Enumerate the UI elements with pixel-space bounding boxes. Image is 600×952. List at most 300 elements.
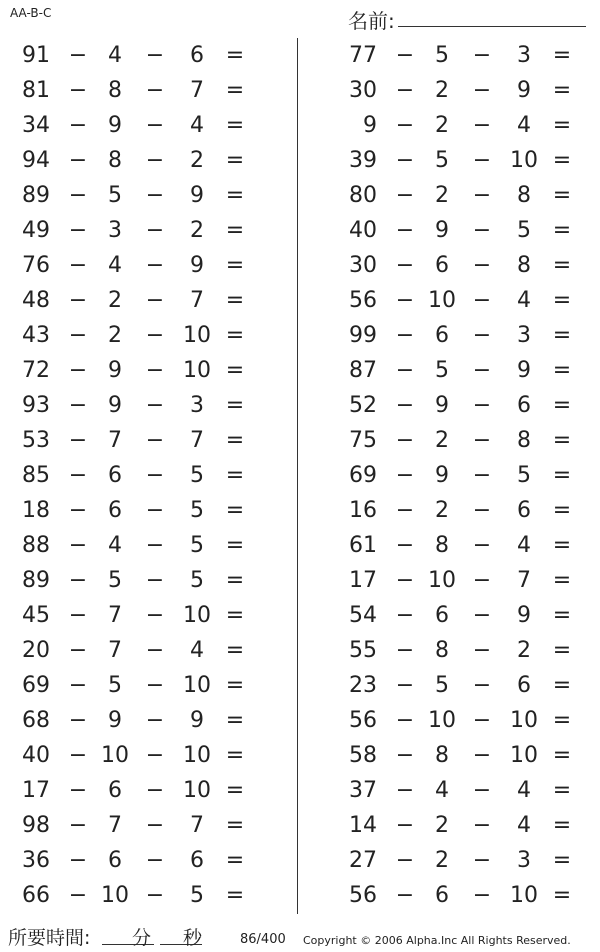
problem-row xyxy=(10,423,270,458)
equals-sign: = xyxy=(225,428,245,453)
minus-sign: − xyxy=(68,323,88,348)
operand-c: 10 xyxy=(510,148,538,173)
problem-row xyxy=(337,598,597,633)
operand-a: 53 xyxy=(22,428,50,453)
minus-sign: − xyxy=(395,393,415,418)
operand-b: 6 xyxy=(435,323,449,348)
minus-sign: − xyxy=(472,358,492,383)
equals-sign: = xyxy=(225,568,245,593)
minus-sign: − xyxy=(145,673,165,698)
equals-sign: = xyxy=(225,253,245,278)
minus-sign: − xyxy=(145,393,165,418)
problem-row xyxy=(10,388,270,423)
operand-c: 4 xyxy=(190,113,204,138)
operand-b: 10 xyxy=(428,568,456,593)
operand-b: 4 xyxy=(435,778,449,803)
operand-c: 8 xyxy=(517,253,531,278)
operand-a: 94 xyxy=(22,148,50,173)
operand-c: 9 xyxy=(190,183,204,208)
operand-a: 34 xyxy=(22,113,50,138)
operand-c: 10 xyxy=(183,603,211,628)
minus-sign: − xyxy=(395,638,415,663)
operand-b: 2 xyxy=(108,288,122,313)
operand-c: 8 xyxy=(517,428,531,453)
operand-c: 7 xyxy=(190,78,204,103)
problem-row xyxy=(337,493,597,528)
minus-sign: − xyxy=(145,183,165,208)
name-field[interactable] xyxy=(398,26,586,27)
problem-row xyxy=(337,808,597,843)
minus-sign: − xyxy=(395,498,415,523)
minus-sign: − xyxy=(395,253,415,278)
minus-sign: − xyxy=(472,568,492,593)
operand-b: 6 xyxy=(435,253,449,278)
minus-sign: − xyxy=(68,288,88,313)
minus-sign: − xyxy=(145,428,165,453)
operand-c: 9 xyxy=(190,708,204,733)
minus-sign: − xyxy=(472,113,492,138)
equals-sign: = xyxy=(225,113,245,138)
minus-sign: − xyxy=(145,148,165,173)
operand-c: 2 xyxy=(517,638,531,663)
minus-sign: − xyxy=(68,358,88,383)
equals-sign: = xyxy=(552,78,572,103)
operand-b: 2 xyxy=(435,848,449,873)
worksheet-code: AA-B-C xyxy=(10,6,52,20)
minus-sign: − xyxy=(395,813,415,838)
operand-c: 5 xyxy=(190,498,204,523)
minus-sign: − xyxy=(68,743,88,768)
operand-c: 5 xyxy=(517,463,531,488)
equals-sign: = xyxy=(225,323,245,348)
column-divider xyxy=(297,38,298,914)
equals-sign: = xyxy=(225,638,245,663)
minus-sign: − xyxy=(145,43,165,68)
equals-sign: = xyxy=(225,463,245,488)
operand-b: 3 xyxy=(108,218,122,243)
operand-c: 4 xyxy=(517,288,531,313)
problem-row xyxy=(10,738,270,773)
minus-sign: − xyxy=(68,848,88,873)
operand-c: 4 xyxy=(517,813,531,838)
equals-sign: = xyxy=(552,778,572,803)
minus-sign: − xyxy=(68,673,88,698)
operand-c: 7 xyxy=(190,813,204,838)
problem-row xyxy=(337,458,597,493)
operand-c: 7 xyxy=(517,568,531,593)
problem-row xyxy=(10,318,270,353)
operand-b: 2 xyxy=(435,113,449,138)
problem-row xyxy=(337,388,597,423)
operand-a: 45 xyxy=(22,603,50,628)
operand-c: 4 xyxy=(517,778,531,803)
operand-a: 23 xyxy=(349,673,377,698)
minus-sign: − xyxy=(472,708,492,733)
minus-sign: − xyxy=(145,708,165,733)
operand-b: 9 xyxy=(108,113,122,138)
minus-sign: − xyxy=(68,43,88,68)
minus-sign: − xyxy=(472,148,492,173)
equals-sign: = xyxy=(552,428,572,453)
equals-sign: = xyxy=(552,358,572,383)
operand-c: 5 xyxy=(190,533,204,558)
problem-row xyxy=(10,143,270,178)
problem-row xyxy=(10,353,270,388)
problem-row xyxy=(337,108,597,143)
operand-a: 72 xyxy=(22,358,50,383)
equals-sign: = xyxy=(225,498,245,523)
problem-row xyxy=(10,808,270,843)
minus-sign: − xyxy=(68,218,88,243)
equals-sign: = xyxy=(225,813,245,838)
minus-sign: − xyxy=(68,393,88,418)
minus-sign: − xyxy=(68,603,88,628)
operand-a: 80 xyxy=(349,183,377,208)
operand-a: 56 xyxy=(349,708,377,733)
operand-b: 10 xyxy=(101,743,129,768)
equals-sign: = xyxy=(552,113,572,138)
equals-sign: = xyxy=(552,393,572,418)
operand-c: 5 xyxy=(190,883,204,908)
operand-b: 2 xyxy=(435,428,449,453)
operand-a: 48 xyxy=(22,288,50,313)
equals-sign: = xyxy=(225,288,245,313)
minus-sign: − xyxy=(395,778,415,803)
equals-sign: = xyxy=(552,498,572,523)
operand-c: 7 xyxy=(190,428,204,453)
minus-sign: − xyxy=(145,813,165,838)
equals-sign: = xyxy=(552,43,572,68)
operand-b: 5 xyxy=(435,148,449,173)
operand-a: 85 xyxy=(22,463,50,488)
minus-sign: − xyxy=(145,78,165,103)
minus-sign: − xyxy=(472,393,492,418)
operand-c: 9 xyxy=(517,358,531,383)
problem-row xyxy=(337,248,597,283)
operand-a: 16 xyxy=(349,498,377,523)
minus-sign: − xyxy=(472,323,492,348)
problem-row xyxy=(337,528,597,563)
minus-sign: − xyxy=(472,218,492,243)
operand-a: 81 xyxy=(22,78,50,103)
operand-c: 10 xyxy=(183,743,211,768)
problem-row xyxy=(10,248,270,283)
operand-a: 17 xyxy=(349,568,377,593)
problem-row xyxy=(337,878,597,913)
operand-a: 89 xyxy=(22,568,50,593)
minus-sign: − xyxy=(145,463,165,488)
equals-sign: = xyxy=(552,218,572,243)
minus-sign: − xyxy=(145,568,165,593)
equals-sign: = xyxy=(552,183,572,208)
operand-b: 9 xyxy=(108,708,122,733)
operand-b: 2 xyxy=(435,78,449,103)
minus-sign: − xyxy=(145,323,165,348)
minus-sign: − xyxy=(472,253,492,278)
operand-b: 7 xyxy=(108,428,122,453)
equals-sign: = xyxy=(225,883,245,908)
minus-sign: − xyxy=(395,463,415,488)
operand-c: 5 xyxy=(190,568,204,593)
minus-sign: − xyxy=(145,288,165,313)
minus-sign: − xyxy=(472,778,492,803)
minus-sign: − xyxy=(145,778,165,803)
operand-c: 6 xyxy=(190,848,204,873)
equals-sign: = xyxy=(552,708,572,733)
operand-a: 88 xyxy=(22,533,50,558)
problem-row xyxy=(337,318,597,353)
operand-a: 56 xyxy=(349,288,377,313)
minus-sign: − xyxy=(472,743,492,768)
problem-row xyxy=(10,178,270,213)
operand-a: 56 xyxy=(349,883,377,908)
problem-row xyxy=(10,878,270,913)
operand-b: 9 xyxy=(435,218,449,243)
problem-row xyxy=(10,283,270,318)
operand-c: 8 xyxy=(517,183,531,208)
time-label: 所要時間: xyxy=(8,927,91,949)
operand-b: 10 xyxy=(101,883,129,908)
equals-sign: = xyxy=(225,393,245,418)
minus-sign: − xyxy=(145,848,165,873)
minus-sign: − xyxy=(395,358,415,383)
operand-a: 40 xyxy=(22,743,50,768)
equals-sign: = xyxy=(225,778,245,803)
equals-sign: = xyxy=(552,463,572,488)
equals-sign: = xyxy=(225,78,245,103)
equals-sign: = xyxy=(552,533,572,558)
operand-b: 8 xyxy=(435,743,449,768)
operand-b: 9 xyxy=(108,358,122,383)
operand-a: 75 xyxy=(349,428,377,453)
operand-b: 5 xyxy=(108,183,122,208)
operand-c: 3 xyxy=(517,43,531,68)
operand-b: 6 xyxy=(435,603,449,628)
operand-b: 9 xyxy=(108,393,122,418)
problem-row xyxy=(337,633,597,668)
operand-b: 2 xyxy=(435,498,449,523)
left-problem-column xyxy=(10,38,270,913)
equals-sign: = xyxy=(225,673,245,698)
equals-sign: = xyxy=(225,148,245,173)
problem-row xyxy=(337,738,597,773)
operand-a: 17 xyxy=(22,778,50,803)
minus-sign: − xyxy=(68,813,88,838)
equals-sign: = xyxy=(225,183,245,208)
minus-sign: − xyxy=(472,533,492,558)
minus-sign: − xyxy=(395,183,415,208)
minus-sign: − xyxy=(145,883,165,908)
operand-c: 9 xyxy=(190,253,204,278)
minus-sign: − xyxy=(395,218,415,243)
operand-b: 4 xyxy=(108,43,122,68)
equals-sign: = xyxy=(552,848,572,873)
operand-b: 5 xyxy=(435,358,449,383)
problem-row xyxy=(10,458,270,493)
minus-sign: − xyxy=(472,428,492,453)
operand-a: 54 xyxy=(349,603,377,628)
operand-a: 36 xyxy=(22,848,50,873)
minus-sign: − xyxy=(68,498,88,523)
equals-sign: = xyxy=(552,288,572,313)
equals-sign: = xyxy=(552,568,572,593)
equals-sign: = xyxy=(225,43,245,68)
problem-row xyxy=(10,38,270,73)
minus-sign: − xyxy=(395,848,415,873)
operand-c: 10 xyxy=(183,358,211,383)
operand-a: 69 xyxy=(22,673,50,698)
equals-sign: = xyxy=(552,148,572,173)
operand-a: 30 xyxy=(349,78,377,103)
operand-a: 87 xyxy=(349,358,377,383)
minus-sign: − xyxy=(395,428,415,453)
operand-c: 2 xyxy=(190,148,204,173)
minus-sign: − xyxy=(68,428,88,453)
operand-c: 3 xyxy=(190,393,204,418)
operand-c: 2 xyxy=(190,218,204,243)
operand-c: 9 xyxy=(517,78,531,103)
minus-sign: − xyxy=(68,708,88,733)
problem-row xyxy=(337,143,597,178)
right-problem-column xyxy=(337,38,597,913)
minus-sign: − xyxy=(472,883,492,908)
minus-sign: − xyxy=(145,743,165,768)
minus-sign: − xyxy=(145,498,165,523)
operand-a: 39 xyxy=(349,148,377,173)
minus-sign: − xyxy=(68,148,88,173)
operand-b: 6 xyxy=(108,498,122,523)
operand-c: 10 xyxy=(510,743,538,768)
minus-sign: − xyxy=(472,673,492,698)
copyright: Copyright © 2006 Alpha.Inc All Rights Reserved. xyxy=(303,934,571,947)
operand-c: 4 xyxy=(190,638,204,663)
minus-sign: − xyxy=(395,883,415,908)
minus-sign: − xyxy=(472,78,492,103)
operand-a: 93 xyxy=(22,393,50,418)
minus-sign: − xyxy=(68,113,88,138)
operand-b: 7 xyxy=(108,813,122,838)
minus-sign: − xyxy=(68,778,88,803)
equals-sign: = xyxy=(225,743,245,768)
minus-sign: − xyxy=(395,288,415,313)
equals-sign: = xyxy=(552,813,572,838)
operand-a: 43 xyxy=(22,323,50,348)
operand-a: 99 xyxy=(349,323,377,348)
operand-b: 6 xyxy=(108,848,122,873)
operand-b: 5 xyxy=(435,673,449,698)
equals-sign: = xyxy=(225,848,245,873)
operand-a: 98 xyxy=(22,813,50,838)
problem-row xyxy=(10,73,270,108)
operand-b: 6 xyxy=(435,883,449,908)
minus-sign: − xyxy=(395,603,415,628)
equals-sign: = xyxy=(552,743,572,768)
problem-row xyxy=(10,703,270,738)
operand-b: 10 xyxy=(428,288,456,313)
problem-row xyxy=(337,563,597,598)
operand-b: 9 xyxy=(435,393,449,418)
minus-sign: − xyxy=(145,113,165,138)
minus-sign: − xyxy=(395,43,415,68)
problem-row xyxy=(10,563,270,598)
minus-sign: − xyxy=(68,463,88,488)
operand-a: 18 xyxy=(22,498,50,523)
minus-sign: − xyxy=(395,533,415,558)
problem-row xyxy=(337,423,597,458)
minus-sign: − xyxy=(145,218,165,243)
operand-c: 7 xyxy=(190,288,204,313)
equals-sign: = xyxy=(552,673,572,698)
problem-row xyxy=(10,213,270,248)
minus-sign: − xyxy=(472,183,492,208)
minutes-unit: 分 xyxy=(132,927,152,949)
minus-sign: − xyxy=(68,533,88,558)
equals-sign: = xyxy=(552,638,572,663)
operand-b: 5 xyxy=(108,673,122,698)
minus-sign: − xyxy=(395,673,415,698)
equals-sign: = xyxy=(552,883,572,908)
minus-sign: − xyxy=(145,358,165,383)
operand-a: 61 xyxy=(349,533,377,558)
operand-c: 6 xyxy=(517,498,531,523)
equals-sign: = xyxy=(225,218,245,243)
minus-sign: − xyxy=(145,533,165,558)
minus-sign: − xyxy=(395,743,415,768)
operand-b: 8 xyxy=(435,533,449,558)
minus-sign: − xyxy=(68,253,88,278)
minus-sign: − xyxy=(472,603,492,628)
seconds-unit: 秒 xyxy=(183,927,203,949)
problem-row xyxy=(337,73,597,108)
operand-c: 6 xyxy=(190,43,204,68)
operand-c: 6 xyxy=(517,673,531,698)
problem-row xyxy=(337,773,597,808)
minus-sign: − xyxy=(68,183,88,208)
operand-a: 49 xyxy=(22,218,50,243)
minus-sign: − xyxy=(145,603,165,628)
operand-c: 10 xyxy=(510,883,538,908)
equals-sign: = xyxy=(225,533,245,558)
problem-row xyxy=(337,703,597,738)
operand-b: 6 xyxy=(108,778,122,803)
operand-c: 5 xyxy=(517,218,531,243)
operand-a: 76 xyxy=(22,253,50,278)
minus-sign: − xyxy=(472,638,492,663)
operand-b: 7 xyxy=(108,638,122,663)
problem-row xyxy=(337,178,597,213)
operand-c: 10 xyxy=(510,708,538,733)
minus-sign: − xyxy=(472,848,492,873)
operand-a: 52 xyxy=(349,393,377,418)
minus-sign: − xyxy=(472,813,492,838)
operand-c: 10 xyxy=(183,673,211,698)
page-number: 86/400 xyxy=(240,932,286,947)
minus-sign: − xyxy=(145,638,165,663)
problem-row xyxy=(10,633,270,668)
operand-c: 6 xyxy=(517,393,531,418)
operand-c: 4 xyxy=(517,113,531,138)
operand-b: 9 xyxy=(435,463,449,488)
operand-a: 37 xyxy=(349,778,377,803)
name-label: 名前: xyxy=(348,9,395,33)
problem-row xyxy=(10,493,270,528)
minus-sign: − xyxy=(395,323,415,348)
minus-sign: − xyxy=(472,463,492,488)
minus-sign: − xyxy=(68,568,88,593)
problem-row xyxy=(337,353,597,388)
operand-b: 4 xyxy=(108,533,122,558)
operand-c: 5 xyxy=(190,463,204,488)
